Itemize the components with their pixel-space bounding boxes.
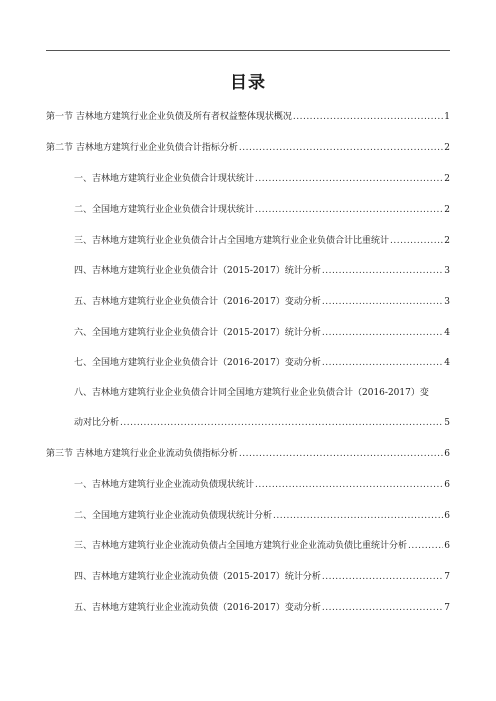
toc-entry-2-8[interactable] [74,417,450,429]
toc-entry-page: 6 [444,449,450,459]
dot-leader [255,173,443,185]
toc-entry-2-5[interactable] [74,296,450,308]
toc-entry-page: 6 [444,541,450,551]
toc-entry-label: 第三节 吉林地方建筑行业企业流动负债指标分析 [46,449,238,459]
toc-entry-page: 4 [444,328,450,338]
toc-entry-page: 5 [444,418,450,428]
toc-entry-3-4[interactable] [74,571,450,583]
toc-entry-2-4[interactable] [74,265,450,277]
toc-entry-3-2[interactable] [74,510,450,522]
toc-entry-page: 2 [444,236,450,246]
toc-entry-label: 三、吉林地方建筑行业企业流动负债占全国地方建筑行业企业流动负债比重统计分析 [74,541,408,551]
dot-leader [322,327,443,339]
toc-entry-label: 四、吉林地方建筑行业企业负债合计（2015-2017）统计分析 [74,266,321,276]
toc-entry-2-6[interactable] [74,327,450,339]
dot-leader [408,540,443,552]
toc-entry-2-1[interactable] [74,173,450,185]
dot-leader [390,235,443,247]
toc-entry-2-8-line1[interactable]: 八、吉林地方建筑行业企业负债合计同全国地方建筑行业企业负债合计（2016-2017）变 [74,388,429,398]
dot-leader [293,111,443,123]
toc-entry-section-3[interactable] [46,448,450,460]
dot-leader [273,510,443,522]
dot-leader [239,142,443,154]
toc-entry-label: 一、吉林地方建筑行业企业流动负债现状统计 [74,480,255,490]
toc-entry-page: 4 [444,358,450,368]
toc-entry-2-3[interactable] [74,235,450,247]
toc-entry-page: 6 [444,511,450,521]
toc-entry-label: 第一节 吉林地方建筑行业企业负债及所有者权益整体现状概况 [46,112,292,122]
dot-leader [322,357,443,369]
dot-leader [322,571,443,583]
toc-entry-label: 七、全国地方建筑行业企业负债合计（2016-2017）变动分析 [74,358,321,368]
toc-entry-2-2[interactable] [74,204,450,216]
toc-entry-label: 二、全国地方建筑行业企业流动负债现状统计分析 [74,511,273,521]
toc-entry-label: 动对比分析 [74,418,120,428]
toc-entry-section-1[interactable] [46,111,450,123]
dot-leader [322,265,443,277]
toc-title: 目录 [230,73,266,93]
toc-entry-section-2[interactable] [46,142,450,154]
header-rule [46,50,450,51]
toc-entry-label: 五、吉林地方建筑行业企业负债合计（2016-2017）变动分析 [74,297,321,307]
toc-entry-label: 二、全国地方建筑行业企业负债合计现状统计 [74,205,255,215]
dot-leader [255,204,443,216]
dot-leader [239,448,443,460]
toc-entry-page: 6 [444,480,450,490]
toc-entry-page: 7 [444,572,450,582]
toc-entry-3-5[interactable] [74,602,450,614]
toc-entry-3-3[interactable] [74,540,450,552]
dot-leader [322,296,443,308]
toc-entry-label: 六、全国地方建筑行业企业负债合计（2015-2017）统计分析 [74,328,321,338]
toc-entry-page: 2 [444,205,450,215]
dot-leader [120,417,443,429]
toc-entry-label: 四、吉林地方建筑行业企业流动负债（2015-2017）统计分析 [74,572,321,582]
toc-entry-page: 2 [444,174,450,184]
dot-leader [322,602,443,614]
toc-entry-page: 3 [444,297,450,307]
dot-leader [255,479,443,491]
toc-entry-label: 一、吉林地方建筑行业企业负债合计现状统计 [74,174,255,184]
toc-entry-label: 五、吉林地方建筑行业企业流动负债（2016-2017）变动分析 [74,603,321,613]
toc-entry-page: 2 [444,143,450,153]
toc-entry-page: 3 [444,266,450,276]
toc-entry-label: 三、吉林地方建筑行业企业负债合计占全国地方建筑行业企业负债合计比重统计 [74,236,390,246]
toc-entry-page: 1 [444,112,450,122]
toc-entry-3-1[interactable] [74,479,450,491]
toc-entry-page: 7 [444,603,450,613]
toc-entry-2-7[interactable] [74,357,450,369]
toc-entry-label: 第二节 吉林地方建筑行业企业负债合计指标分析 [46,143,238,153]
